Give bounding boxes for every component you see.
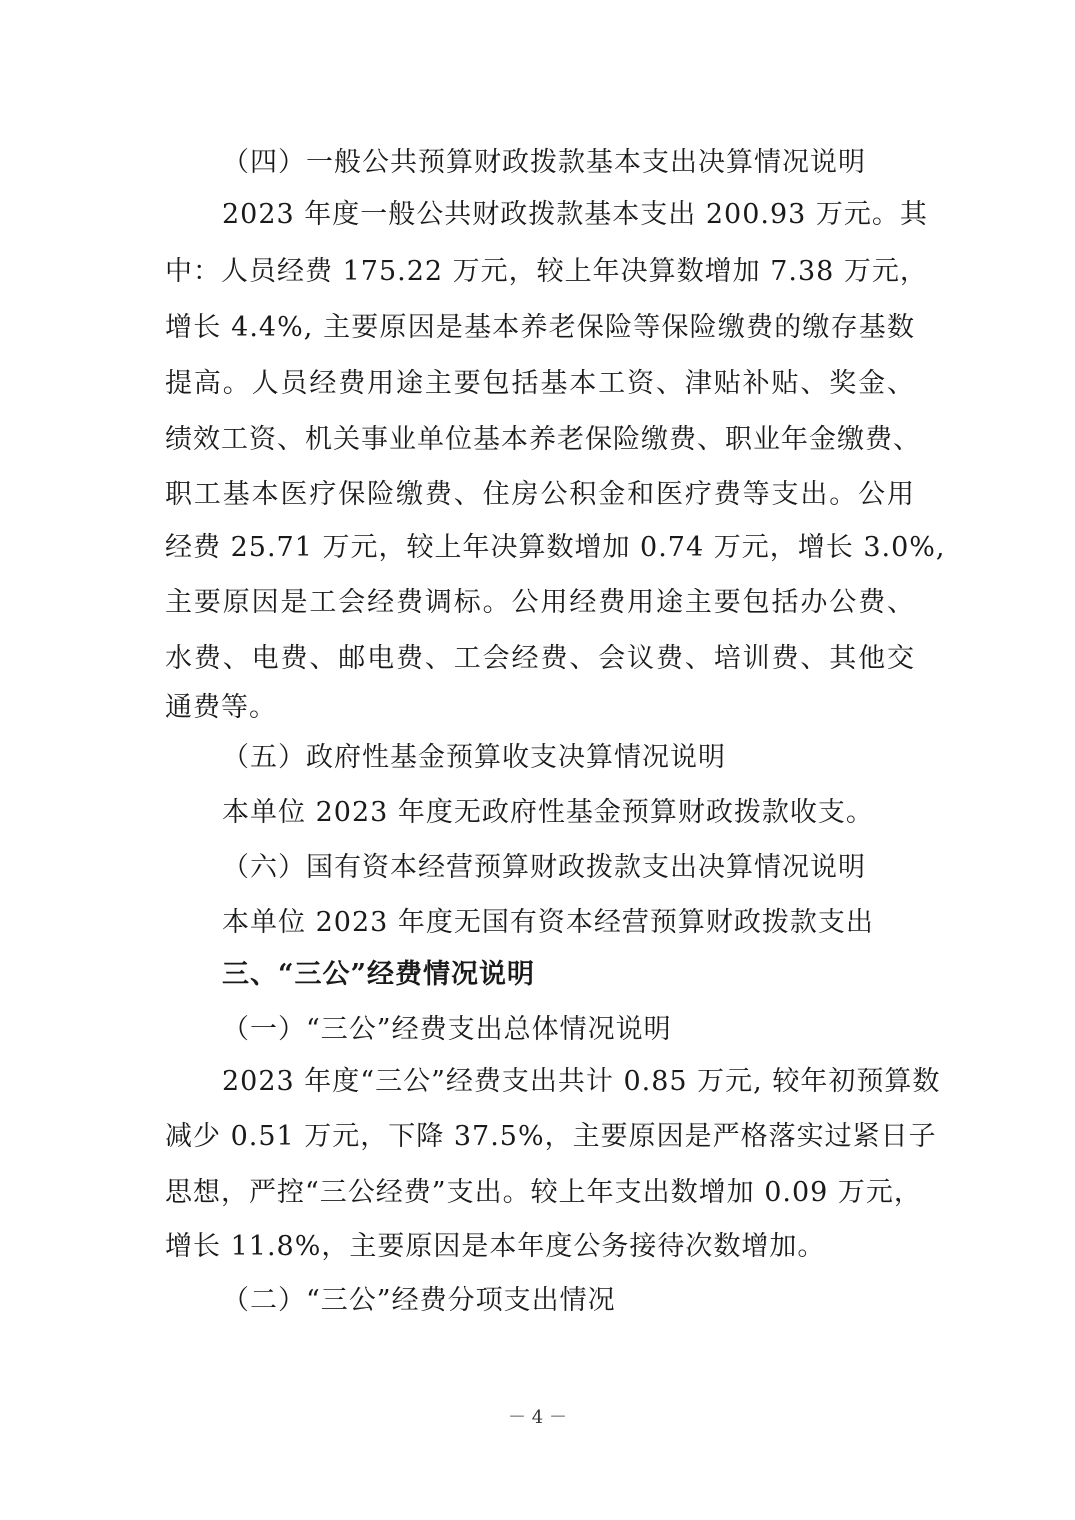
paragraph-line: 增长 11.8%，主要原因是本年度公务接待次数增加。 <box>165 1231 826 1262</box>
paragraph-line: 2023 年度“三公”经费支出共计 0.85 万元, 较年初预算数 <box>222 1066 941 1097</box>
paragraph-line: 思想，严控“三公经费”支出。较上年支出数增加 0.09 万元， <box>165 1177 922 1208</box>
paragraph-line: 本单位 2023 年度无政府性基金预算财政拨款收支。 <box>222 797 874 828</box>
paragraph-line: 2023 年度一般公共财政拨款基本支出 200.93 万元。其 <box>222 199 928 230</box>
paragraph-line: 增长 4.4%, 主要原因是基本养老保险等保险缴费的缴存基数 <box>165 312 915 343</box>
paragraph-line: 职工基本医疗保险缴费、住房公积金和医疗费等支出。公用 <box>165 479 915 510</box>
heading-subsection-2: （二）“三公”经费分项支出情况 <box>222 1285 616 1316</box>
heading-section-4: （四）一般公共预算财政拨款基本支出决算情况说明 <box>222 147 866 178</box>
paragraph-line: 绩效工资、机关事业单位基本养老保险缴费、职业年金缴费、 <box>165 424 921 455</box>
paragraph-line: 本单位 2023 年度无国有资本经营预算财政拨款支出 <box>222 907 874 938</box>
heading-part-3: 三、“三公”经费情况说明 <box>222 959 536 990</box>
paragraph-line: 经费 25.71 万元，较上年决算数增加 0.74 万元，增长 3.0%, <box>165 532 946 563</box>
paragraph-line: 水费、电费、邮电费、工会经费、会议费、培训费、其他交 <box>165 643 915 674</box>
page-number: － 4 － <box>508 1407 567 1428</box>
heading-section-6: （六）国有资本经营预算财政拨款支出决算情况说明 <box>222 852 866 883</box>
paragraph-line: 主要原因是工会经费调标。公用经费用途主要包括办公费、 <box>165 587 915 618</box>
paragraph-line: 提高。人员经费用途主要包括基本工资、津贴补贴、奖金、 <box>165 368 915 399</box>
heading-section-5: （五）政府性基金预算收支决算情况说明 <box>222 742 726 773</box>
paragraph-line: 中：人员经费 175.22 万元，较上年决算数增加 7.38 万元， <box>165 256 928 287</box>
heading-subsection-1: （一）“三公”经费支出总体情况说明 <box>222 1014 672 1045</box>
paragraph-line: 减少 0.51 万元，下降 37.5%，主要原因是严格落实过紧日子 <box>165 1121 937 1152</box>
paragraph-line: 通费等。 <box>165 692 277 723</box>
